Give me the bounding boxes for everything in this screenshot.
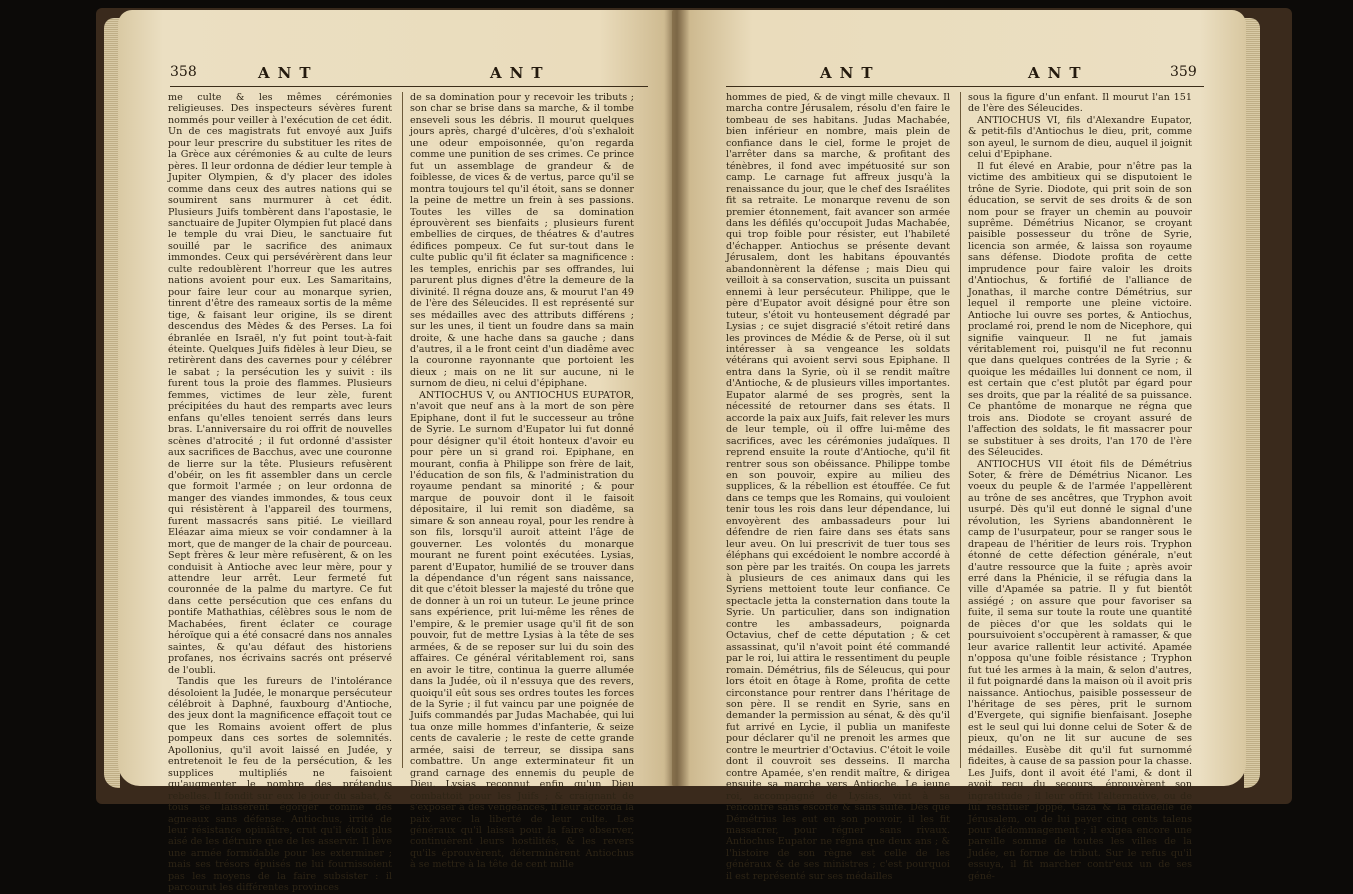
right-column-divider [960, 92, 961, 768]
paragraph: ANTIOCHUS V, ou ANTIOCHUS EUPATOR, n'avoit que neuf ans à la mort de son père Epiphane, dont il fut le successeur au trône de Syrie. Le surnom d'Eupator lui fut donné pour désigner qu'il étoit honteux d'avoir eu pour père un si grand roi. Epiphane, en mourant, confia à Philippe son frère de lait, l'éducation de son fils, & l'administration du royaume pendant sa minorité ; & pour marque de pouvoir dont il le faisoit dépositaire, il lui remit son diadême, sa simare & son anneau royal, pour les rendre à son fils, lorsqu'il auroit atteint l'âge de gouverner. Les volontés du monarque mourant ne furent point exécutées. Lysias, parent d'Eupator, humilié de se trouver dans la dépendance d'un régent sans naissance, dit que c'étoit blesser la majesté du trône que de donner à un roi un tuteur. Le jeune prince sans expérience, prit lui-même les rênes de l'empire, & le premier usage qu'il fit de son pouvoir, fut de mettre Lysias à la tête de ses armées, & de se reposer sur lui du soin des affaires. Ce général véritablement roi, sans en avoir le titre, continua la guerre allumée dans la Judée, où il n'essuya que des revers, quoiqu'il eût sous ses ordres toutes les forces de la Syrie ; il fut vaincu par une poignée de Juifs commandés par Judas Machabée, qui lui tua onze mille hommes d'infanterie, & seize cents de cavalerie ; le reste de cette grande armée, saisi de terreur, se dissipa sans combattre. Un ange exterminateur fit un grand carnage des ennemis du peuple de Dieu. Lysias reconnut enfin qu'un Dieu combattoit pour les Juifs ; & craignant de s'exposer à des vengeances, il leur accorda la paix avec la liberté de leur culte. Les généraux qu'il laissa pour la faire observer, continuèrent leurs hostilités, & les revers qu'ils éprouvèrent, déterminèrent Antiochus à se mettre à la tête de cent mille [410, 389, 634, 871]
paragraph: Tandis que les fureurs de l'intolérance désoloient la Judée, le monarque persécuteur célébroit à Daphné, fauxbourg d'Antioche, des jeux dont la magnificence effaçoit tout ce que les Romains avoient offert de plus pompeux dans ces sortes de solemnités. Apollonius, qu'il avoit laissé en Judée, y entretenoit le feu de la persécution, & les supplices multipliés ne faisoient qu'augmenter le nombre des prétendus rebelles. Il fondit sur eux le jour du sabat, & tous se laissèrent égorger comme des agneaux sans défense. Antiochus, irrité de leur résistance opiniâtre, crut qu'il étoit plus aisé de les détruire que de les asservir. Il lève une armée formidable pour les exterminer ; mais ses trésors épuisés ne lui fournissoient pas les moyens de la faire subsister : il parcourut les différentes provinces [168, 676, 392, 894]
left-head-word-1: ANT [258, 64, 319, 82]
left-page-number: 358 [170, 64, 197, 80]
paragraph: Il fut élevé en Arabie, pour n'être pas la victime des ambitieux qui se disputoient le trône de Syrie. Diodote, qui prit soin de son éducation, se servit de ses droits & de son nom pour se frayer un chemin au pouvoir suprême. Démétrius Nicanor, se croyant paisible possesseur du trône de Syrie, licencia son armée, & laissa son royaume sans défense. Diodote profita de cette imprudence pour faire valoir les droits d'Antiochus, & fortifié de l'alliance de Jonathas, il marche contre Démétrius, sur lequel il remporte une pleine victoire. Antioche lui ouvre ses portes, & Antiochus, proclamé roi, prend le nom de Nicephore, qui signifie vainqueur. Il ne fut jamais véritablement roi, puisqu'il ne fut reconnu que dans quelques contrées de la Syrie ; & quoique les médailles lui donnent ce nom, il est certain que c'est plutôt par égard pour ses droits, que par la réalité de sa puissance. Ce phantôme de monarque ne régna que trois ans. Diodote se croyant assuré de l'affection des soldats, le fit massacrer pour se substituer à ses droits, l'an 170 de l'ère des Séleucides. [968, 160, 1192, 459]
left-column-divider [402, 92, 403, 768]
left-page [118, 10, 684, 894]
paragraph: ANTIOCHUS VI, fils d'Alexandre Eupator, & petit-fils d'Antiochus le dieu, prit, comme son ayeul, le surnom de dieu, auquel il joignit celui d'Epiphane. [968, 114, 1192, 161]
left-head-rule [170, 86, 648, 87]
right-head-word-2: ANT [1028, 64, 1089, 82]
right-head-word-1: ANT [820, 64, 881, 82]
left-running-head [118, 64, 684, 86]
left-page-column-2 [410, 92, 634, 871]
paragraph: me culte & les mêmes cérémonies religieuses. Des inspecteurs sévères furent nommés pour veiller à l'exécution de cet édit. Un de ces magistrats fut envoyé aux Juifs pour leur prescrire du substituer les rites de la Grèce aux cérémonies & au culte de leurs pères. Il leur ordonna de dédier leur temple à Jupiter Olympien, & d'y placer des idoles comme dans ceux des autres nations qui se soumirent sans murmurer à cet édit. Plusieurs Juifs tombèrent dans l'apostasie, le sanctuaire de Jupiter Olympien fut placé dans le temple du vrai Dieu, le sanctuaire fut souillé par le sacrifice des animaux immondes. Ceux qui persévérèrent dans leur culte redoublèrent l'horreur que les autres nations avoient pour eux. Les Samaritains, pour faire leur cour au monarque syrien, tinrent d'être des rameaux sortis de la même tige, & faisant leur origine, ils se dirent descendus des Mèdes & des Perses. La foi ébranlée en Israël, n'y fut point tout-à-fait éteinte. Quelques Juifs fidèles à leur Dieu, se retirèrent dans des cavernes pour y célébrer le sabat ; la persécution les y suivit : ils furent tous la proie des flammes. Plusieurs femmes, victimes de leur zèle, furent précipitées du haut des remparts avec leurs enfans qu'elles tenoient serrés dans leurs bras. L'anniversaire du roi offrit de nouvelles scènes d'atrocité ; il fut ordonné d'assister aux sacrifices de Bacchus, avec une couronne de lierre sur la tête. Plusieurs refusèrent d'obéir, on les fit assembler dans un cercle que formoit l'armée ; on leur ordonna de manger des viandes immondes, & tous ceux qui résistèrent à l'appareil des tourmens, furent massacrés sans pitié. Le vieillard Eléazar aima mieux se voir condamner à la mort, que de manger de la chair de pourceau. Sept frères & leur mère refusèrent, & on les conduisit à Antioche avec leur mère, pour y attendre leur arrêt. Leur fermeté fut couronnée de la palme du martyre. Ce fut dans cette persécution que ces enfans du pontife Mathathias, célèbres sous le nom de Machabées, firent éclater ce courage héroïque qui a été consacré dans nos annales saintes, & qu'au défaut des historiens profanes, nos écrivains sacrés ont préservé de l'oubli. [168, 92, 393, 676]
book-gutter-shadow [664, 10, 690, 786]
left-page-column-1 [168, 92, 393, 894]
right-running-head [672, 64, 1246, 86]
right-page-column-2 [968, 92, 1192, 882]
right-page [672, 10, 1246, 882]
left-head-word-2: ANT [490, 64, 551, 82]
right-head-rule [726, 86, 1204, 87]
right-page-edges [1244, 18, 1260, 788]
right-page-number: 359 [1170, 64, 1197, 80]
paragraph: ANTIOCHUS VII étoit fils de Démétrius Soter, & frère de Démétrius Nicanor. Les voeux du peuple & de l'armée l'appellèrent au trône de ses ancêtres, que Tryphon avoit usurpé. Dès qu'il eut donné le signal d'une révolution, les Syriens abandonnèrent le camp de l'usurpateur, pour se ranger sous le drapeau de l'héritier de leurs rois. Tryphon étonné de cette défection générale, n'eut d'autre ressource que la fuite ; après avoir erré dans la Phénicie, il se réfugia dans la ville d'Apamée sa patrie. Il y fut bientôt assiégé ; on assure que pour favoriser sa fuite, il sema sur toute la route une quantité de pièces d'or que les soldats qui le poursuivoient s'occupèrent à ramasser, & que leur avarice rallentit leur activité. Apamée n'opposa qu'une foible résistance ; Tryphon fut tué les armes à la main, & selon d'autres, il fut poignardé dans la maison où il avoit pris naissance. Antiochus, paisible possesseur de l'héritage de ses pères, prit le surnom d'Evergete, qui signifie bienfaisant. Josephe est le seul qui lui donne celui de Soter & de pieux, qu'on ne lit sur aucune de ses médailles. Eusèbe dit qu'il fut surnommé fideites, à cause de sa passion pour la chasse. Les Juifs, dont il avoit été l'ami, & dont il avoit reçu du secours, éprouvèrent son ingratitude ; il leur offrit l'alternative, ou de lui restituer Joppé, Gaza & la citadelle de Jérusalem, ou de lui payer cinq cents talens pour dédommagement ; il exigea encore une pareille somme de toutes les villes de la Judée, en forme de tribut. Sur le refus qu'il essuya, il fit marcher contr'eux un de ses géné- [968, 458, 1192, 882]
paragraph: sous la figure d'un enfant. Il mourut l'an 151 de l'ère des Séleucides. [968, 92, 1192, 115]
paragraph: de sa domination pour y recevoir les tributs ; son char se brise dans sa marche, & il tombe enseveli sous les débris. Il mourut quelques jours après, chargé d'ulcères, d'où s'exhaloit une odeur empoisonnée, qu'on regarda comme une punition de ses crimes. Ce prince fut un assemblage de grandeur & de foiblesse, de vices & de vertus, parce qu'il se montra toujours tel qu'il étoit, sans se donner la peine de mettre un frein à ses passions. Toutes les villes de sa domination éprouvèrent ses bienfaits ; plusieurs furent embellies de cirques, de théatres & d'autres édifices pompeux. Ce fut sur-tout dans le culte public qu'il fit éclater sa magnificence : les temples, enrichis par ses offrandes, lui parurent plus dignes d'être la demeure de la divinité. Il régna douze ans, & mourut l'an 49 de l'ère des Séleucides. Il est représenté sur ses médailles avec des attributs différens ; sur les unes, il tient un foudre dans sa main droite, & une hache dans sa gauche ; dans d'autres, il a le front ceint d'un diadême avec la couronne rayonnante que portoient les dieux ; mais on ne lit sur aucune, ni le surnom de dieu, ni celui d'épiphane. [410, 92, 634, 390]
right-page-column-1 [726, 92, 951, 882]
paragraph: hommes de pied, & de vingt mille chevaux. Il marcha contre Jérusalem, résolu d'en faire le tombeau de ses habitans. Judas Machabée, bien inférieur en nombre, mais plein de confiance dans le ciel, forme le projet de l'arrêter dans sa marche, & profitant des ténèbres, il fond avec impétuosité sur son camp. Le carnage fut affreux jusqu'à la renaissance du jour, que le chef des Israélites fit sa retraite. Le monarque revenu de son premier étonnement, fait avancer son armée dans les défilés qu'occupoit Judas Machabée, qui trop foible pour résister, eut l'habileté d'échapper. Antiochus se présente devant Jérusalem, dont les habitans épouvantés abandonnèrent la défense ; mais Dieu qui veilloit à sa conservation, suscita un puissant ennemi à leur persécuteur. Philippe, que le père d'Eupator avoit désigné pour être son tuteur, s'étoit vu honteusement dégradé par Lysias ; ce sujet disgracié s'étoit retiré dans les provinces de Médie & de Perse, où il sut intéresser à sa vengeance les soldats vétérans qui avoient servi sous Epiphane. Il entra dans la Syrie, où il se rendit maître d'Antioche, & de plusieurs villes importantes. Eupator alarmé de ses progrès, sent la nécessité de retourner dans ses états. Il accorde la paix aux Juifs, fait relever les murs de leur temple, où il offre lui-même des sacrifices, avec les cérémonies judaïques. Il reprend ensuite la route d'Antioche, qu'il fit rentrer sous son obéissance. Philippe tombe en son pouvoir, expire au milieu des supplices, & la rébellion est étouffée. Ce fut dans ce temps que les Romains, qui vouloient tenir tous les rois dans leur dépendance, lui envoyèrent des ambassadeurs pour lui défendre de rien faire dans ses états sans leur aveu. On lui prescrivit de tuer tous ses éléphans qui excédoient le nombre accordé à son père par les traités. On coupa les jarrets à plusieurs de ces animaux dans qui les Syriens mettoient toute leur confiance. Ce spectacle jetta la consternation dans toute la Syrie. Un particulier, dans son indignation contre les ambassadeurs, poignarda Octavius, chef de cette députation ; & cet assassinat, qu'il n'avoit point été commandé par le roi, lui attira le ressentiment du peuple romain. Démétrius, fils de Séleucus, qui pour lors étoit en ôtage à Rome, profita de cette circonstance pour rentrer dans l'héritage de son père. Il se rendit en Syrie, sans en demander la permission au sénat, & dès qu'il fut arrivé en Lycie, il publia un manifeste pour déclarer qu'il ne prenoit les armes que contre le meurtrier d'Octavius. C'étoit le voile dont il couvroit ses desseins. Il marcha contre Apamée, s'en rendit maître, & dirigea ensuite sa marche vers Antioche. Le jeune roi, accompagné de Lysias, vint à sa rencontre sans escorte & sans suite. Dès que Démétrius les eut en son pouvoir, il les fit massacrer, pour régner sans rivaux. Antiochus Eupator ne régna que deux ans ; & l'histoire de son règne est celle de les généraux & de ses ministres ; c'est pourquoi il est représenté sur ses médailles [726, 92, 951, 882]
